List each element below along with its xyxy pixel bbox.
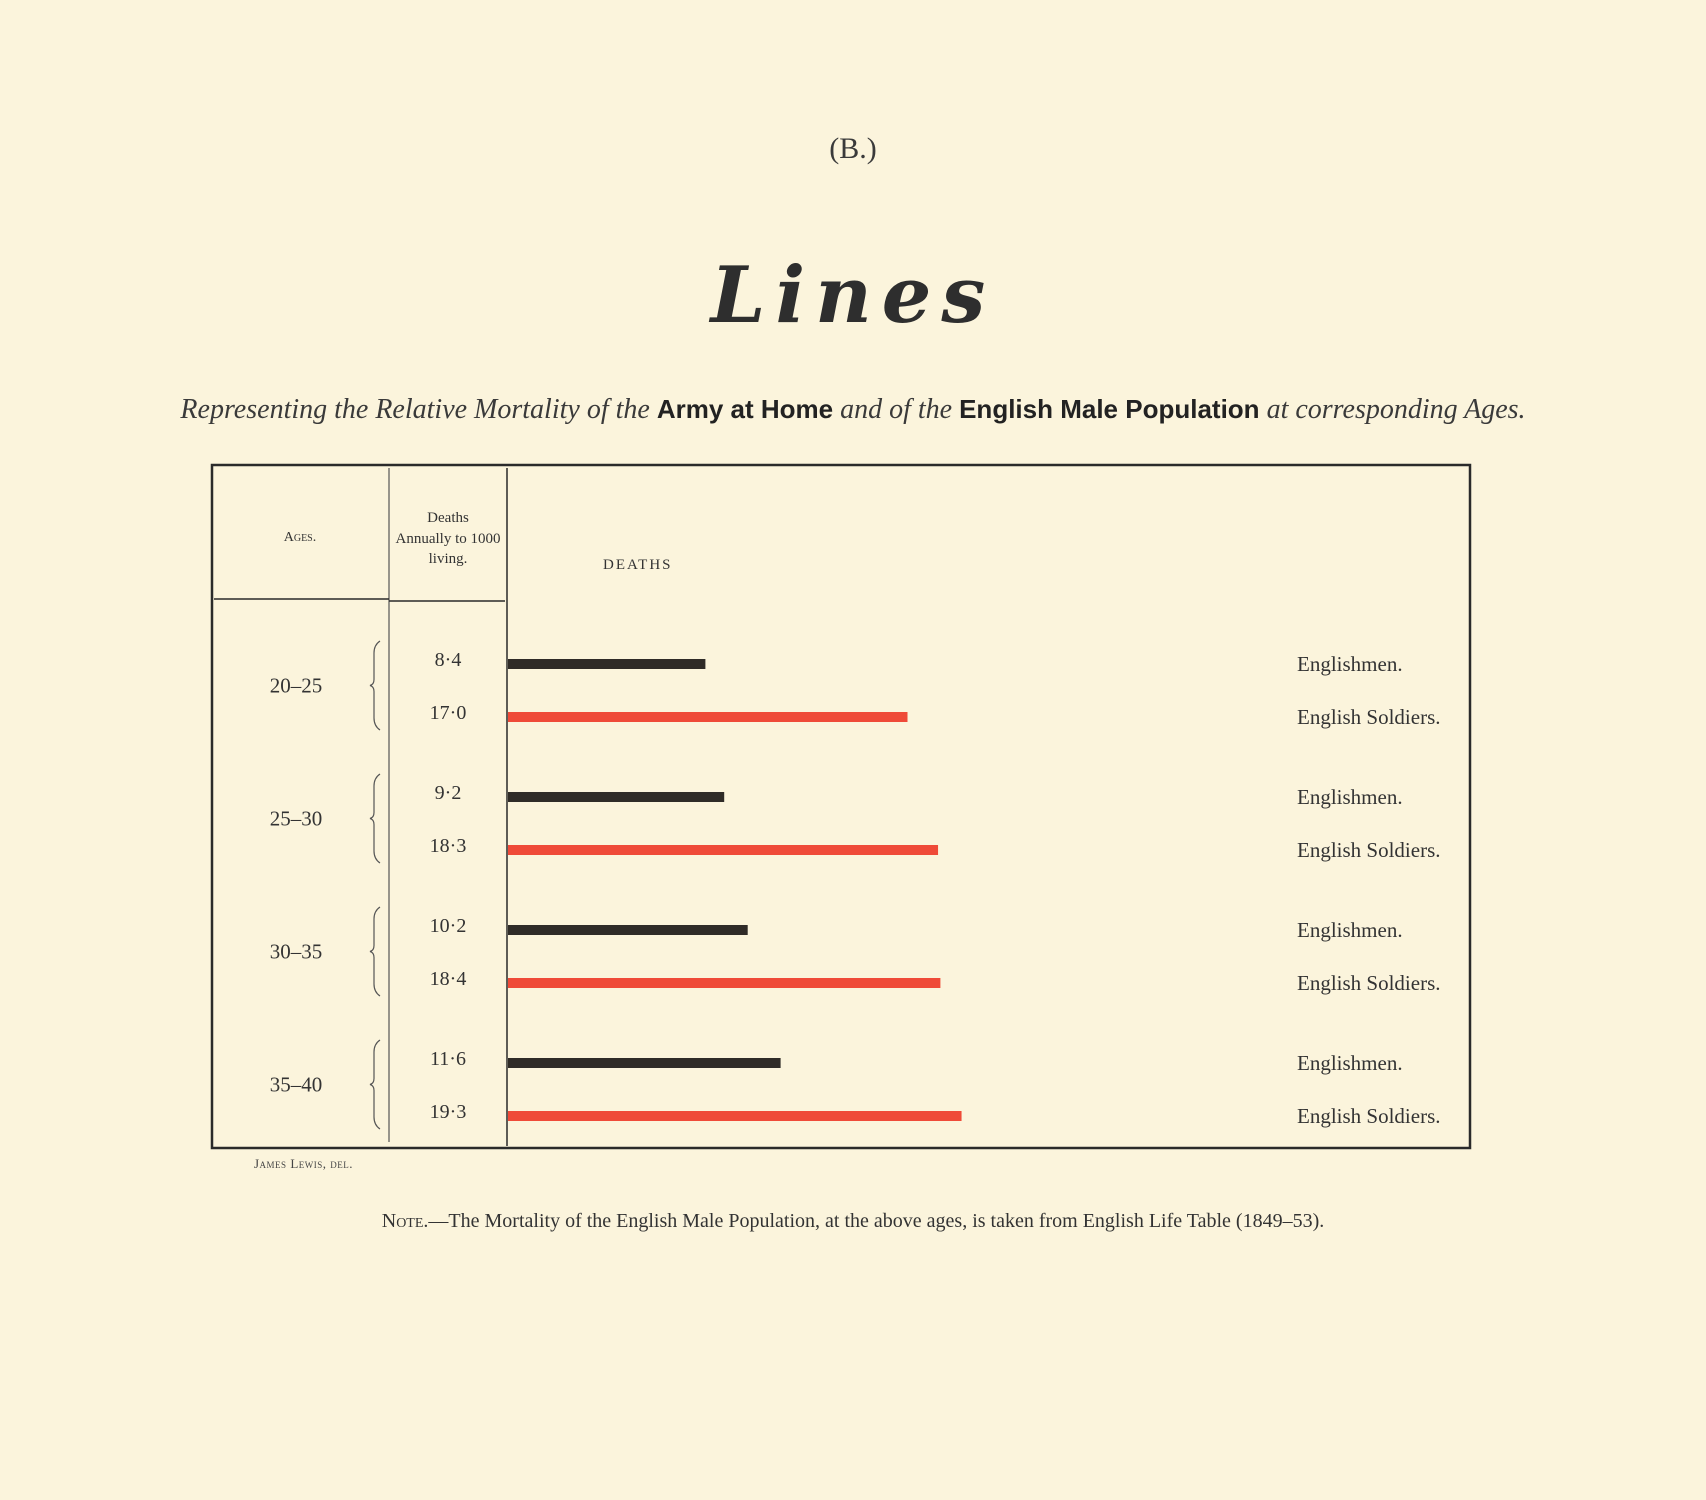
header-rate-line-1: Deaths bbox=[427, 510, 469, 526]
header-rate-line-3: living. bbox=[428, 551, 468, 567]
series-label: English Soldiers. bbox=[1297, 705, 1441, 729]
age-group-label: 25–30 bbox=[269, 806, 323, 831]
rate-value-label: 11·6 bbox=[430, 1048, 466, 1070]
age-group-brace bbox=[370, 907, 380, 996]
series-label: English Soldiers. bbox=[1297, 838, 1441, 862]
series-label: Englishmen. bbox=[1297, 652, 1403, 676]
soldiers-bar bbox=[508, 1111, 962, 1121]
chart-rows bbox=[270, 641, 1441, 1129]
subtitle-part: at corresponding Ages. bbox=[1266, 394, 1526, 425]
englishmen-bar bbox=[508, 1058, 781, 1068]
subtitle-part: Representing the Relative Mortality of the bbox=[180, 394, 650, 425]
rate-value-label: 10·2 bbox=[429, 915, 467, 937]
rate-value-label: 19·3 bbox=[429, 1101, 467, 1123]
age-group-brace bbox=[370, 774, 380, 863]
draftsman-credit: James Lewis, del. bbox=[254, 1156, 353, 1171]
subtitle-part: Army at Home bbox=[656, 394, 834, 424]
header-ages: Ages. bbox=[283, 530, 317, 545]
soldiers-bar bbox=[508, 845, 938, 855]
series-label: Englishmen. bbox=[1297, 918, 1403, 942]
age-group-label: 20–25 bbox=[269, 673, 323, 698]
soldiers-bar bbox=[508, 712, 908, 722]
englishmen-bar bbox=[508, 925, 748, 935]
series-label: Englishmen. bbox=[1297, 785, 1403, 809]
rate-value-label: 8·4 bbox=[434, 649, 462, 671]
age-group-label: 35–40 bbox=[269, 1072, 323, 1097]
rate-value-label: 17·0 bbox=[429, 702, 467, 724]
age-group-brace bbox=[370, 641, 380, 730]
subtitle-part: English Male Population bbox=[959, 394, 1260, 424]
englishmen-bar bbox=[508, 659, 705, 669]
footnote-lead: Note. bbox=[381, 1210, 429, 1232]
age-group-label: 30–35 bbox=[269, 939, 323, 964]
subtitle-part: and of the bbox=[840, 394, 953, 425]
soldiers-bar bbox=[508, 978, 940, 988]
rate-value-label: 18·4 bbox=[429, 968, 467, 990]
series-label: English Soldiers. bbox=[1297, 1104, 1441, 1128]
plate-label: (B.) bbox=[829, 132, 877, 165]
age-group-brace bbox=[370, 1040, 380, 1129]
series-label: English Soldiers. bbox=[1297, 971, 1441, 995]
chart-frame bbox=[212, 465, 1470, 1148]
englishmen-bar bbox=[508, 792, 724, 802]
ornamental-heading: Lines bbox=[710, 250, 996, 341]
header-deaths: DEATHS bbox=[603, 557, 673, 573]
rate-value-label: 9·2 bbox=[434, 782, 462, 804]
rate-value-label: 18·3 bbox=[429, 835, 467, 857]
footnote-text: —The Mortality of the English Male Population, at the above ages, is taken from English Life Table (1849–53). bbox=[428, 1210, 1325, 1232]
series-label: Englishmen. bbox=[1297, 1051, 1403, 1075]
header-rate-line-2: Annually to 1000 bbox=[395, 531, 501, 547]
footnote bbox=[0, 1210, 1706, 1233]
